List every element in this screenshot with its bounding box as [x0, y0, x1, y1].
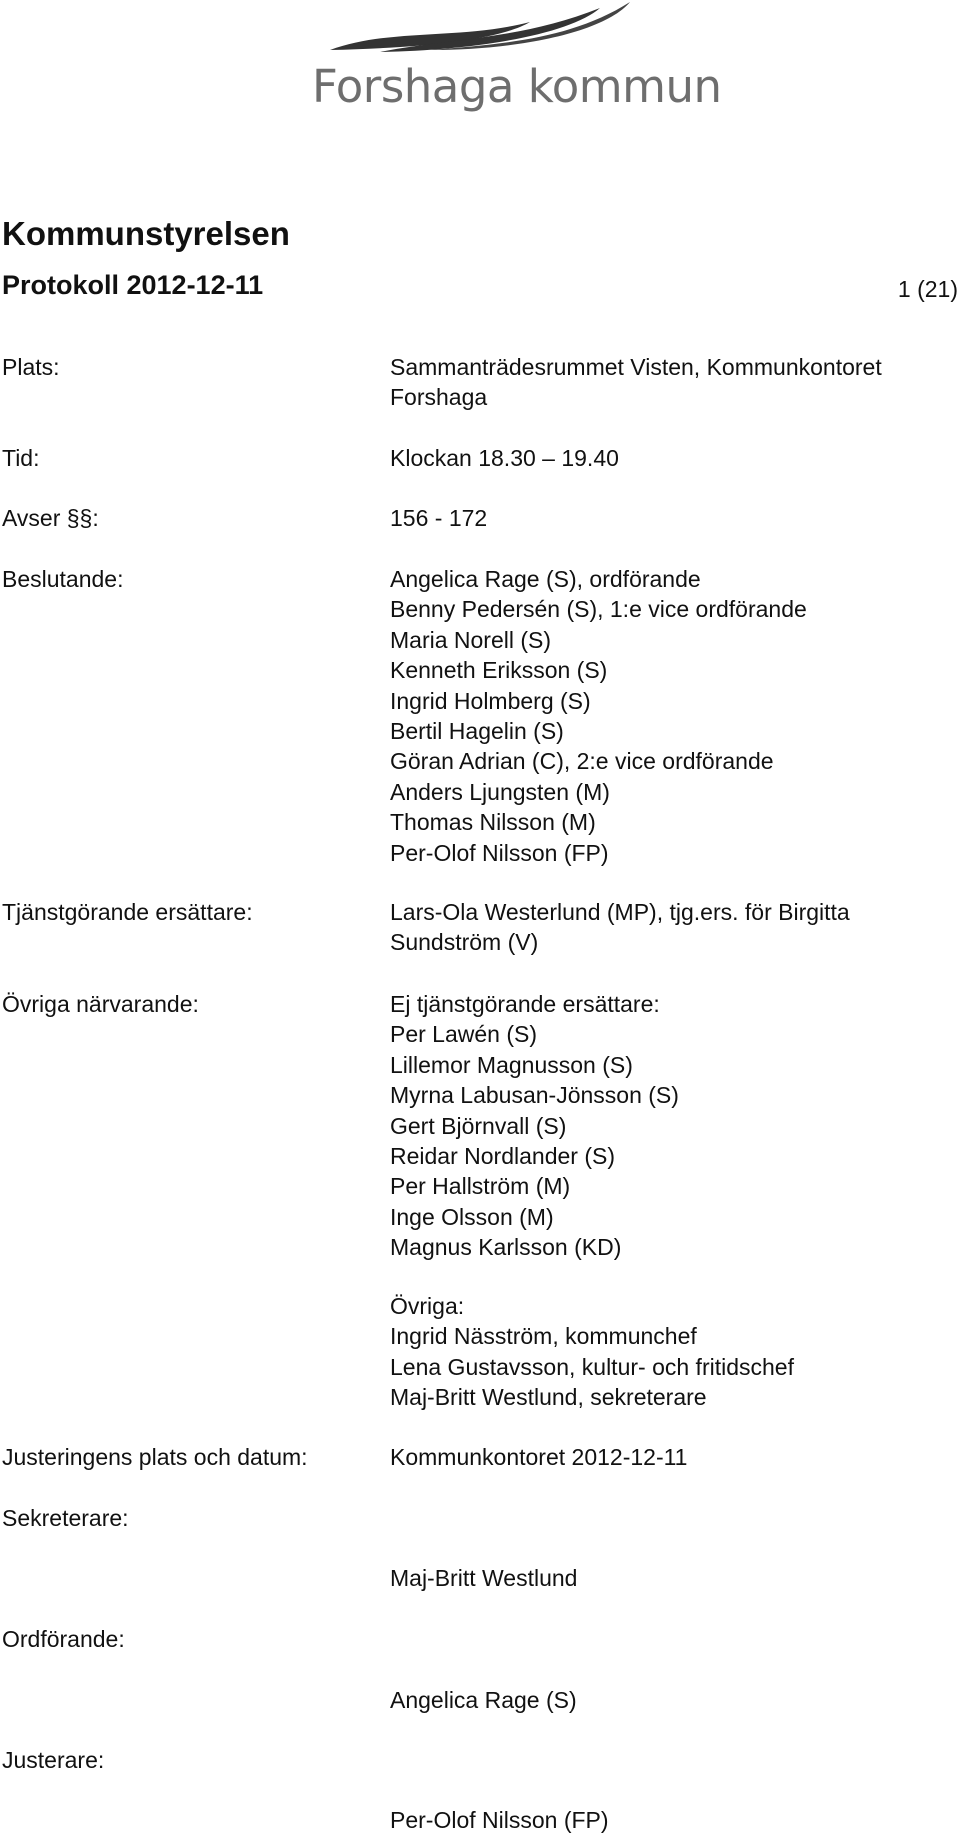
ersattare-item: Gert Björnvall (S) [390, 1112, 567, 1139]
ovriga-item: Maj-Britt Westlund, sekreterare [390, 1384, 707, 1411]
tjanstgorande-line: Sundström (V) [390, 929, 539, 956]
beslutande-label: Beslutande: [2, 566, 124, 592]
beslutande-item: Benny Pedersén (S), 1:e vice ordförande [390, 596, 807, 623]
ersattare-list [390, 989, 679, 1263]
beslutande-item: Ingrid Holmberg (S) [390, 687, 591, 714]
ordforande-name: Angelica Rage (S) [390, 1687, 577, 1713]
ovriga-narvarande-label: Övriga närvarande: [2, 991, 199, 1017]
ersattare-item: Myrna Labusan-Jönsson (S) [390, 1082, 679, 1109]
page-number: 1 (21) [897, 276, 958, 302]
plats-line: Sammanträdesrummet Visten, Kommunkontoret [390, 354, 882, 380]
tid-label: Tid: [2, 445, 40, 471]
tid-value [390, 443, 619, 473]
avser-label: Avser §§: [2, 505, 99, 531]
ersattare-item: Per Lawén (S) [390, 1021, 538, 1048]
justering-label: Justeringens plats och datum: [2, 1444, 308, 1470]
beslutande-item: Angelica Rage (S), ordförande [390, 566, 701, 592]
plats-line: Forshaga [390, 384, 488, 411]
beslutande-item: Bertil Hagelin (S) [390, 718, 564, 745]
sekreterare-label: Sekreterare: [2, 1505, 129, 1531]
beslutande-item: Göran Adrian (C), 2:e vice ordförande [390, 748, 774, 775]
justerare-label: Justerare: [2, 1747, 105, 1773]
ordforande-label: Ordförande: [2, 1626, 125, 1652]
ovriga-heading: Övriga: [390, 1293, 465, 1319]
ersattare-item: Inge Olsson (M) [390, 1203, 554, 1230]
ersattare-item: Reidar Nordlander (S) [390, 1143, 615, 1170]
plats-label: Plats: [2, 354, 60, 380]
beslutande-item: Anders Ljungsten (M) [390, 778, 610, 805]
document-subtitle: Protokoll 2012-12-11 [2, 270, 264, 300]
sekreterare-name: Maj-Britt Westlund [390, 1565, 578, 1591]
ersattare-item: Magnus Karlsson (KD) [390, 1234, 622, 1261]
ovriga-list [390, 1291, 794, 1413]
tjanstgorande-value [390, 897, 850, 958]
ovriga-item: Lena Gustavsson, kultur- och fritidschef [390, 1353, 794, 1380]
beslutande-item: Per-Olof Nilsson (FP) [390, 839, 609, 866]
ersattare-item: Lillemor Magnusson (S) [390, 1051, 633, 1078]
logo-text: Forshaga kommun [312, 60, 722, 113]
justerare-name: Per-Olof Nilsson (FP) [390, 1807, 609, 1833]
beslutande-item: Thomas Nilsson (M) [390, 809, 596, 836]
plats-value [390, 352, 882, 413]
beslutande-item: Kenneth Eriksson (S) [390, 657, 608, 684]
avser-line: 156 - 172 [390, 505, 488, 531]
beslutande-list [390, 564, 807, 868]
tjanstgorande-label: Tjänstgörande ersättare: [2, 899, 253, 925]
beslutande-item: Maria Norell (S) [390, 626, 552, 653]
ersattare-item: Per Hallström (M) [390, 1173, 571, 1200]
tid-line: Klockan 18.30 – 19.40 [390, 445, 619, 471]
justering-value: Kommunkontoret 2012-12-11 [390, 1444, 688, 1470]
document-title: Kommunstyrelsen [2, 215, 290, 252]
avser-value [390, 503, 487, 533]
tjanstgorande-line: Lars-Ola Westerlund (MP), tjg.ers. för Birgitta [390, 899, 850, 925]
ersattare-heading: Ej tjänstgörande ersättare: [390, 991, 660, 1017]
ovriga-item: Ingrid Näsström, kommunchef [390, 1323, 697, 1350]
